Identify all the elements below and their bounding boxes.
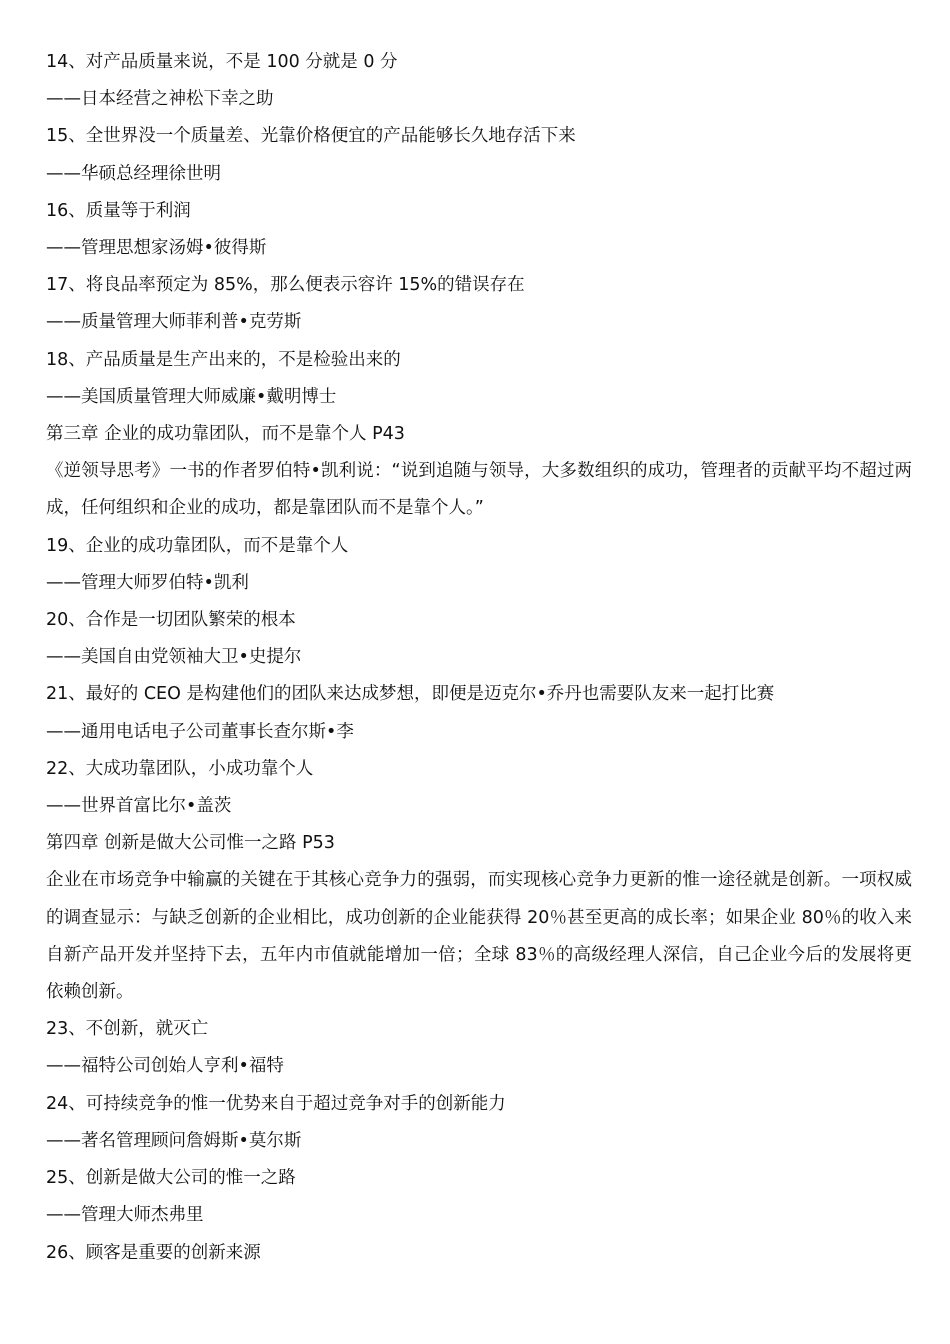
quote-25: 25、创新是做大公司的惟一之路 <box>46 1168 296 1189</box>
quote-26: 26、顾客是重要的创新来源 <box>46 1242 261 1263</box>
attribution-19: ——管理大师罗伯特•凯利 <box>46 572 249 593</box>
attribution-16: ——管理思想家汤姆•彼得斯 <box>46 238 267 259</box>
quote-19: 19、企业的成功靠团队，而不是靠个人 <box>46 535 349 556</box>
chapter-4-heading: 第四章 创新是做大公司惟一之路 P53 <box>46 833 335 854</box>
quote-23: 23、不创新，就灭亡 <box>46 1019 209 1040</box>
quote-22: 22、大成功靠团队，小成功靠个人 <box>46 758 314 779</box>
document-page <box>46 44 912 1272</box>
attribution-25: ——管理大师杰弗里 <box>46 1205 204 1226</box>
quote-15: 15、全世界没一个质量差、光靠价格便宜的产品能够长久地存活下来 <box>46 126 576 147</box>
attribution-23: ——福特公司创始人亨利•福特 <box>46 1056 284 1077</box>
attribution-22: ——世界首富比尔•盖茨 <box>46 796 232 817</box>
chapter-3-heading: 第三章 企业的成功靠团队，而不是靠个人 P43 <box>46 424 405 445</box>
quote-24: 24、可持续竞争的惟一优势来自于超过竞争对手的创新能力 <box>46 1093 506 1114</box>
quote-16: 16、质量等于利润 <box>46 200 191 221</box>
chapter-4-intro: 企业在市场竞争中输赢的关键在于其核心竞争力的强弱，而实现核心竞争力更新的惟一途径就是创新。一项权威的调查显示：与缺乏创新的企业相比，成功创新的企业能获得 20％甚至更高的成长率；如果企业 80％的收入来自新产品开发并坚持下去，五年内市值就能增加一倍；全球 83％的高级经理人深信，自己企业今后的发展将更依赖创新。 <box>46 870 912 1003</box>
attribution-15: ——华硕总经理徐世明 <box>46 163 221 184</box>
attribution-24: ——著名管理顾问詹姆斯•莫尔斯 <box>46 1130 302 1151</box>
quote-18: 18、产品质量是生产出来的，不是检验出来的 <box>46 349 401 370</box>
attribution-14: ——日本经营之神松下幸之助 <box>46 89 274 110</box>
attribution-20: ——美国自由党领袖大卫•史提尔 <box>46 647 302 668</box>
chapter-3-intro: 《逆领导思考》一书的作者罗伯特•凯利说：“说到追随与领导，大多数组织的成功，管理者的贡献平均不超过两成，任何组织和企业的成功，都是靠团队而不是靠个人。” <box>46 461 912 519</box>
attribution-21: ——通用电话电子公司董事长查尔斯•李 <box>46 721 354 742</box>
quote-21: 21、最好的 CEO 是构建他们的团队来达成梦想，即便是迈克尔•乔丹也需要队友来一起打比赛 <box>46 684 775 705</box>
quote-17: 17、将良品率预定为 85%，那么便表示容许 15%的错误存在 <box>46 275 525 296</box>
attribution-17: ——质量管理大师菲利普•克劳斯 <box>46 312 302 333</box>
quote-20: 20、合作是一切团队繁荣的根本 <box>46 610 296 631</box>
attribution-18: ——美国质量管理大师威廉•戴明博士 <box>46 386 337 407</box>
quote-14: 14、对产品质量来说，不是 100 分就是 0 分 <box>46 52 398 72</box>
